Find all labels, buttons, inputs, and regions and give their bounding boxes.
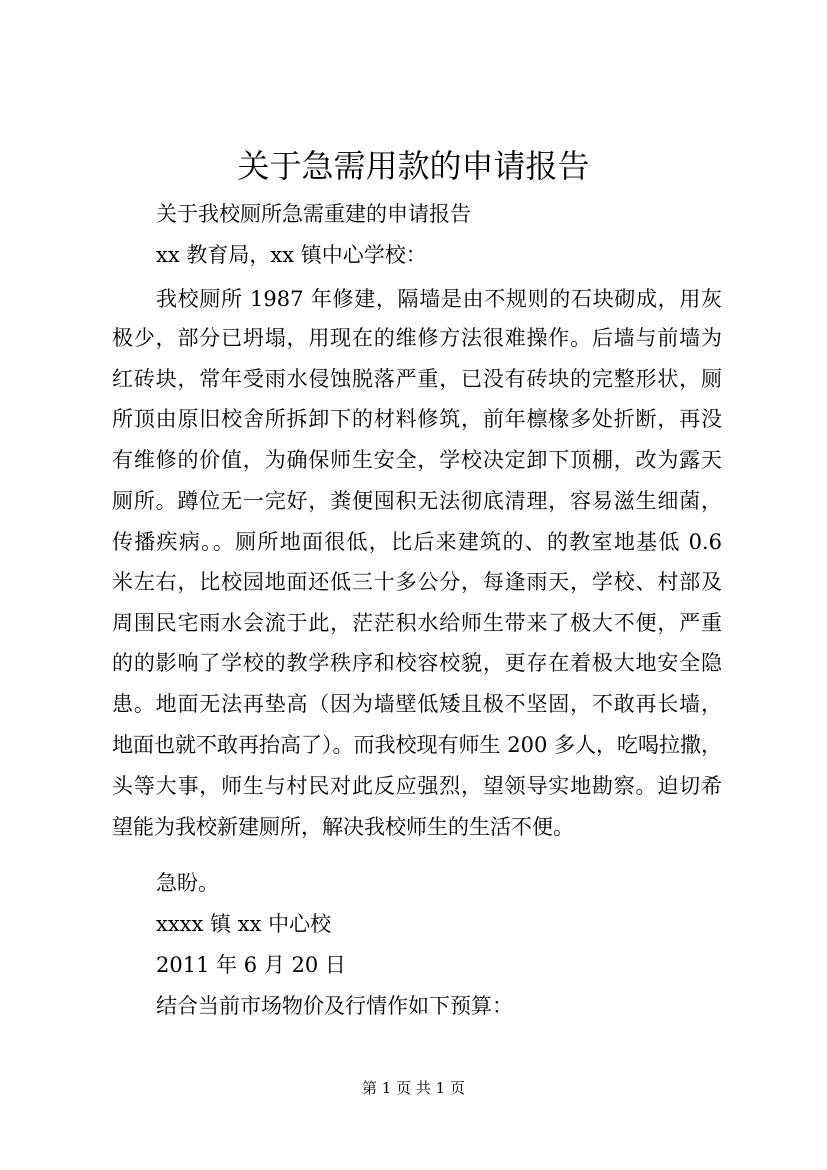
page-footer: 第 1 页 共 1 页	[362, 1079, 465, 1097]
body-line: 厕所。蹲位无一完好，粪便囤积无法彻底清理，容易滋生细菌，	[112, 489, 722, 513]
document-title: 关于急需用款的申请报告	[237, 147, 590, 185]
document-subtitle: 关于我校厕所急需重建的申请报告	[156, 202, 471, 226]
body-line: 的的影响了学校的教学秩序和校容校貌，更存在着极大地安全隐	[112, 651, 722, 675]
date: 2011 年 6 月 20 日	[156, 953, 346, 977]
body-line: 地面也就不敢再抬高了）。而我校现有师生 200 多人，吃喝拉撒，	[112, 733, 722, 757]
body-line: 传播疾病。。厕所地面很低，比后来建筑的、的教室地基低 0.6	[112, 530, 722, 554]
body-line: 极少，部分已坍塌，用现在的维修方法很难操作。后墙与前墙为	[112, 326, 722, 350]
salutation: xx 教育局，xx 镇中心学校：	[156, 243, 427, 267]
body-line: 米左右，比校园地面还低三十多公分，每逢雨天，学校、村部及	[112, 570, 722, 594]
signature: xxxx 镇 xx 中心校	[156, 912, 332, 936]
body-line: 红砖块，常年受雨水侵蚀脱落严重，已没有砖块的完整形状，厕	[112, 367, 722, 391]
body-line: 周围民宅雨水会流于此，茫茫积水给师生带来了极大不便，严重	[112, 611, 722, 635]
body-line: 患。地面无法再垫高（因为墙壁低矮且极不坚固，不敢再长墙，	[112, 692, 722, 716]
closing: 急盼。	[156, 871, 219, 895]
budget-intro: 结合当前市场物价及行情作如下预算：	[156, 994, 513, 1018]
body-line: 有维修的价值，为确保师生安全，学校决定卸下顶棚，改为露天	[112, 448, 722, 472]
body-line: 望能为我校新建厕所，解决我校师生的生活不便。	[112, 815, 574, 839]
body-line: 所顶由原旧校舍所拆卸下的材料修筑，前年檩椽多处折断，再没	[112, 407, 722, 431]
body-line: 我校厕所 1987 年修建，隔墙是由不规则的石块砌成，用灰	[156, 287, 722, 311]
body-line: 头等大事，师生与村民对此反应强烈，望领导实地勘察。迫切希	[112, 774, 722, 798]
